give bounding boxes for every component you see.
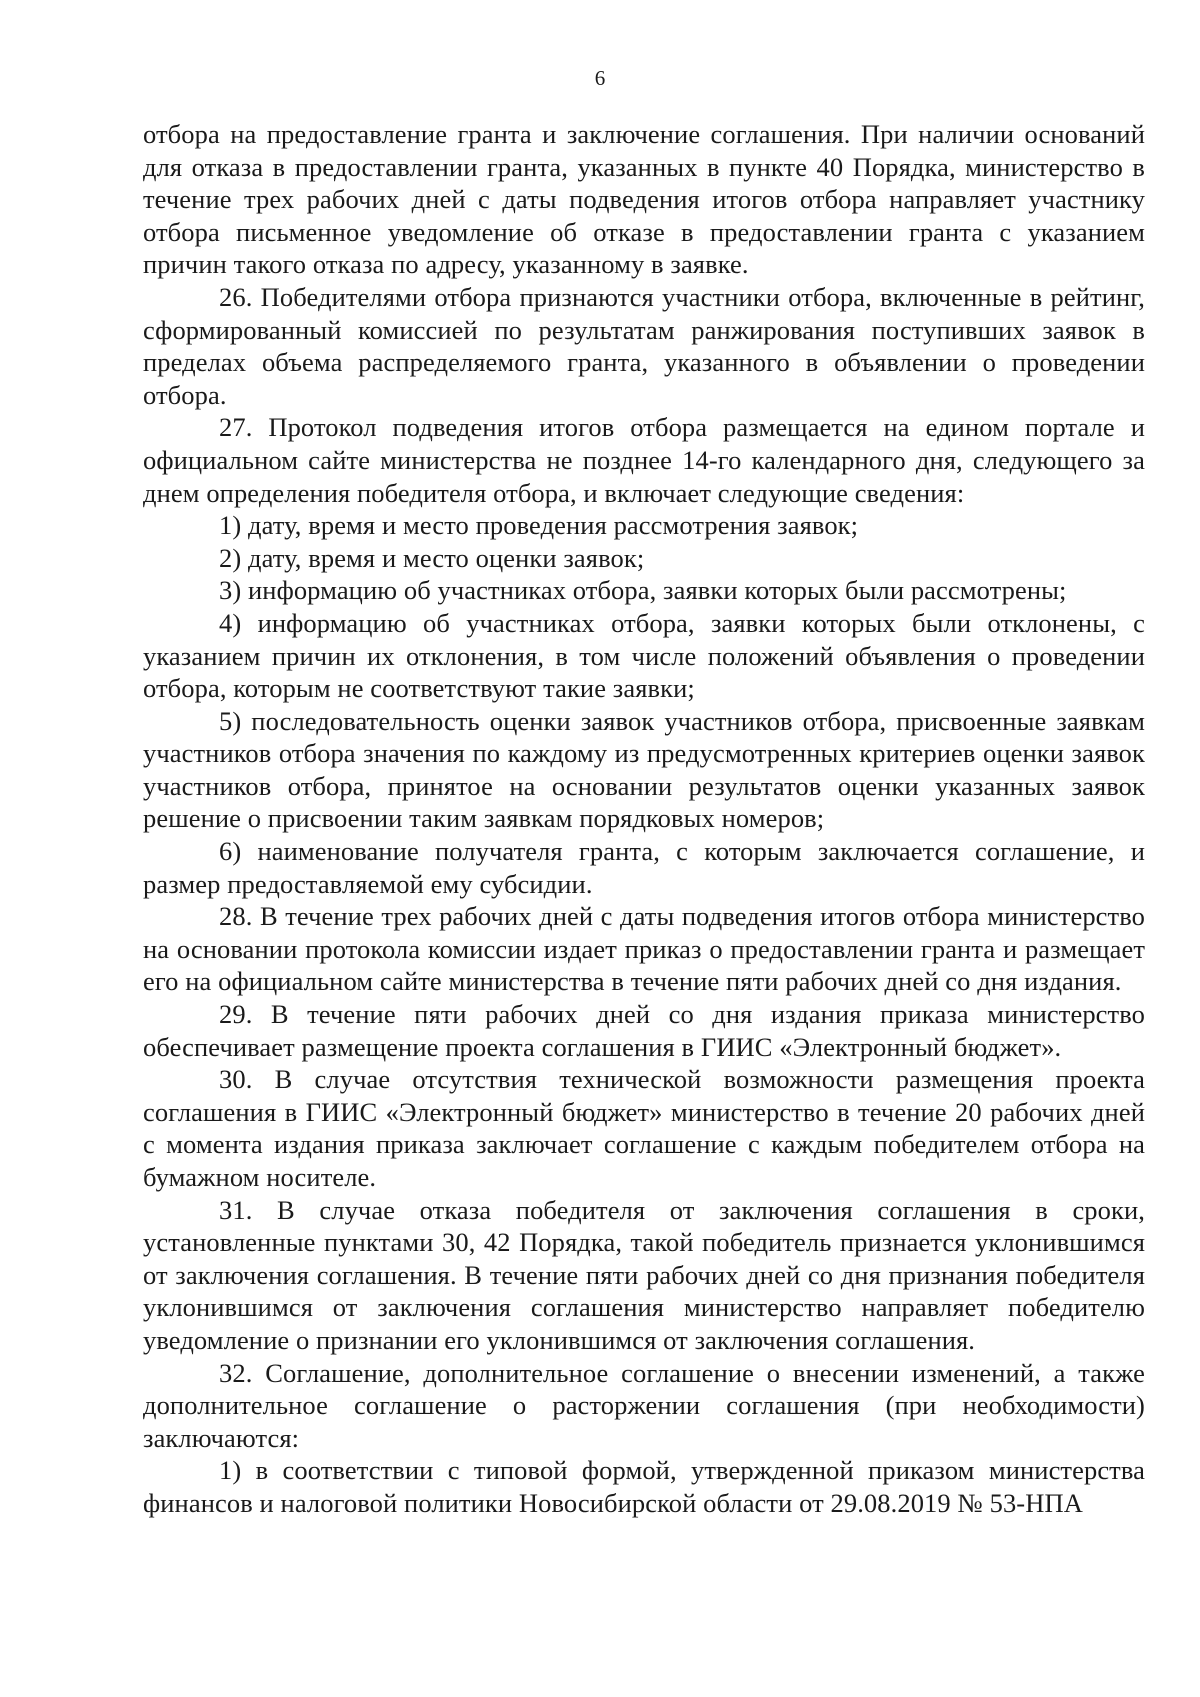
paragraph-27-item-4: 4) информацию об участниках отбора, заявки которых были отклонены, с указанием причин их отклонения, в том числе положений объявления о проведении отбора, которым не соответствуют такие заявки; (143, 607, 1145, 704)
document-body (143, 118, 1145, 1520)
paragraph-27-item-6: 6) наименование получателя гранта, с которым заключается соглашение, и размер предоставляемой ему субсидии. (143, 836, 1145, 899)
paragraph-27-item-2: 2) дату, время и место оценки заявок; (219, 542, 645, 573)
paragraph-27: 27. Протокол подведения итогов отбора размещается на едином портале и официальном сайте министерства не позднее 14-го календарного дня, следующего за днем определения победителя отбора, и включает следующие сведения: (143, 412, 1145, 508)
paragraph-31: 31. В случае отказа победителя от заключения соглашения в сроки, установленные пунктами 30, 42 Порядка, такой победитель признается уклонившимся от заключения соглашения. В течение пяти рабочих дней со дня признания победителя уклонившимся от заключения соглашения министерство направляет победителю уведомление о признании его уклонившимся от заключения соглашения. (143, 1194, 1145, 1355)
paragraph-27-item-1: 1) дату, время и место проведения рассмотрения заявок; (219, 510, 859, 541)
paragraph-continuation: отбора на предоставление гранта и заключение соглашения. При наличии оснований для отказа в предоставлении гранта, указанных в пункте 40 Порядка, министерство в течение трех рабочих дней с даты подведения итогов отбора направляет участнику отбора письменное уведомление об отказе в предоставлении гранта с указанием причин такого отказа по адресу, указанному в заявке. (143, 119, 1145, 280)
page-number: 6 (594, 66, 606, 90)
paragraph-28: 28. В течение трех рабочих дней с даты подведения итогов отбора министерство на основании протокола комиссии издает приказ о предоставлении гранта и размещает его на официальном сайте министерства в течение пяти рабочих дней со дня издания. (143, 901, 1145, 997)
paragraph-32-item-1: 1) в соответствии с типовой формой, утвержденной приказом министерства финансов и налоговой политики Новосибирской области от 29.08.2019 № 53-НПА (143, 1455, 1145, 1518)
paragraph-32: 32. Соглашение, дополнительное соглашение о внесении изменений, а также дополнительное соглашение о расторжении соглашения (при необходимости) заключаются: (143, 1357, 1145, 1453)
paragraph-30: 30. В случае отсутствия технической возможности размещения проекта соглашения в ГИИС «Электронный бюджет» министерство в течение 20 рабочих дней с момента издания приказа заключает соглашение с каждым победителем отбора на бумажном носителе. (143, 1064, 1145, 1192)
paragraph-29: 29. В течение пяти рабочих дней со дня издания приказа министерство обеспечивает размещение проекта соглашения в ГИИС «Электронный бюджет». (143, 999, 1145, 1062)
paragraph-26: 26. Победителями отбора признаются участники отбора, включенные в рейтинг, сформированный комиссией по результатам ранжирования поступивших заявок в пределах объема распределяемого гранта, указанного в объявлении о проведении отбора. (143, 281, 1145, 410)
paragraph-27-item-3: 3) информацию об участниках отбора, заявки которых были рассмотрены; (219, 575, 1067, 606)
paragraph-27-item-5: 5) последовательность оценки заявок участников отбора, присвоенные заявкам участников отбора значения по каждому из предусмотренных критериев оценки заявок участников отбора, принятое на основании результатов оценки указанных заявок решение о присвоении таким заявкам порядковых номеров; (143, 705, 1145, 834)
